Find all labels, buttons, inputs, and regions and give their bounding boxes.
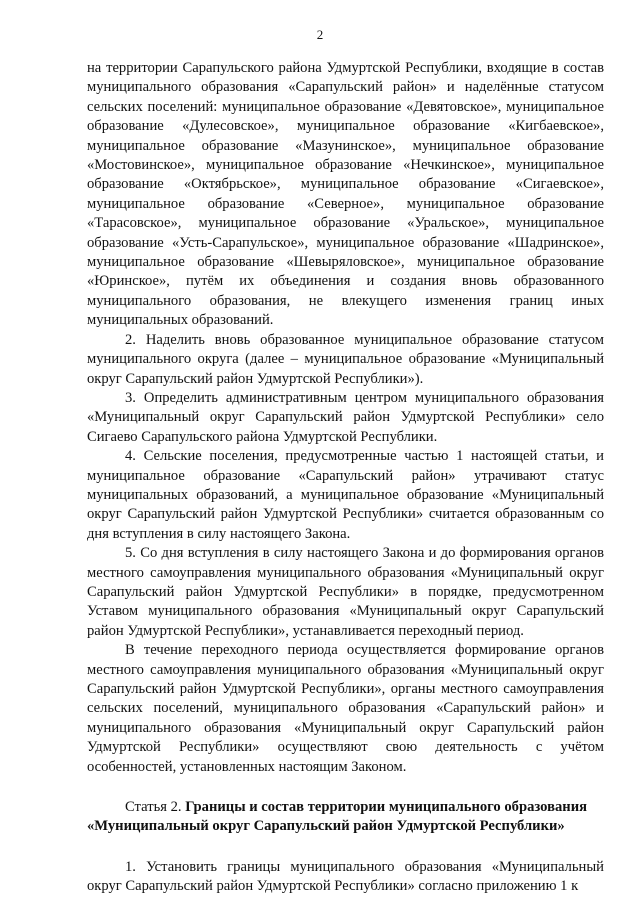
- paragraph-item-3: 3. Определить административным центром муниципального образования «Муниципальный округ Сарапульский район Удмуртской Республики» село Сигаево Сарапульского района Удмуртской Республики.: [87, 389, 604, 445]
- paragraph-transition-period: В течение переходного периода осуществляется формирование органов местного самоуправления муниципального образования «Муниципальный округ Сарапульский район Удмуртской Республики», органы местного самоуправления сельских поселений, муниципального образования «Сарапульский район» и муниципального образования «Муниципальный округ Сарапульский район Удмуртской Республики» осуществляют свою деятельность с учётом особенностей, установленных настоящим Законом.: [87, 642, 604, 775]
- paragraph-item-5: 5. Со дня вступления в силу настоящего Закона и до формирования органов местного самоуправления муниципального образования «Муниципальный округ Сарапульский район Удмуртской Республики» в порядке, предусмотренном Уставом муниципального образования «Муниципальный округ Сарапульский район Удмуртской Республики», устанавливается переходный период.: [87, 545, 604, 639]
- paragraph-item-2: 2. Наделить вновь образованное муниципальное образование статусом муниципального округа (далее – муниципальное образование «Муниципальный округ Сарапульский район Удмуртской Республики»).: [87, 331, 604, 387]
- paragraph-1-continuation: на территории Сарапульского района Удмуртской Республики, входящие в состав муниципального образования «Сарапульский район» и наделённые статусом сельских поселений: муниципальное образование «Девятовское», муниципальное образование «Дулесовское», муниципальное образование «Кигбаевское», муниципальное образование «Мазунинское», муниципальное образование «Мостовинское», муниципальное образование «Нечкинское», муниципальное образование «Октябрьское», муниципальное образование «Сигаевское», муниципальное образование «Северное», муниципальное образование «Тарасовское», муниципальное образование «Уральское», муниципальное образование «Усть-Сарапульское», муниципальное образование «Шадринское», муниципальное образование «Шевыряловское», муниципальное образование «Юринское», путём их объединения и создания вновь образованного муниципального образования, не влекущего изменения границ иных муниципальных образований.: [87, 60, 604, 329]
- article-2-paragraph-1: 1. Установить границы муниципального образования «Муниципальный округ Сарапульский район Удмуртской Республики» согласно приложению 1 к: [87, 858, 604, 895]
- page-number: 2: [316, 27, 324, 42]
- document-body: [87, 59, 604, 897]
- article-heading: [87, 798, 604, 837]
- paragraph-item-4: 4. Сельские поселения, предусмотренные частью 1 настоящей статьи, и муниципальное образование «Сарапульский район» утрачивают статус муниципальных образований, а муниципальное образование «Муниципальный округ Сарапульский район Удмуртской Республики» считается образованным со дня вступления в силу настоящего Закона.: [87, 448, 604, 542]
- article-number: Статья 2.: [125, 799, 186, 816]
- article-title: Границы и состав территории муниципального образования «Муниципальный округ Сарапульский район Удмуртской Республики»: [87, 799, 587, 835]
